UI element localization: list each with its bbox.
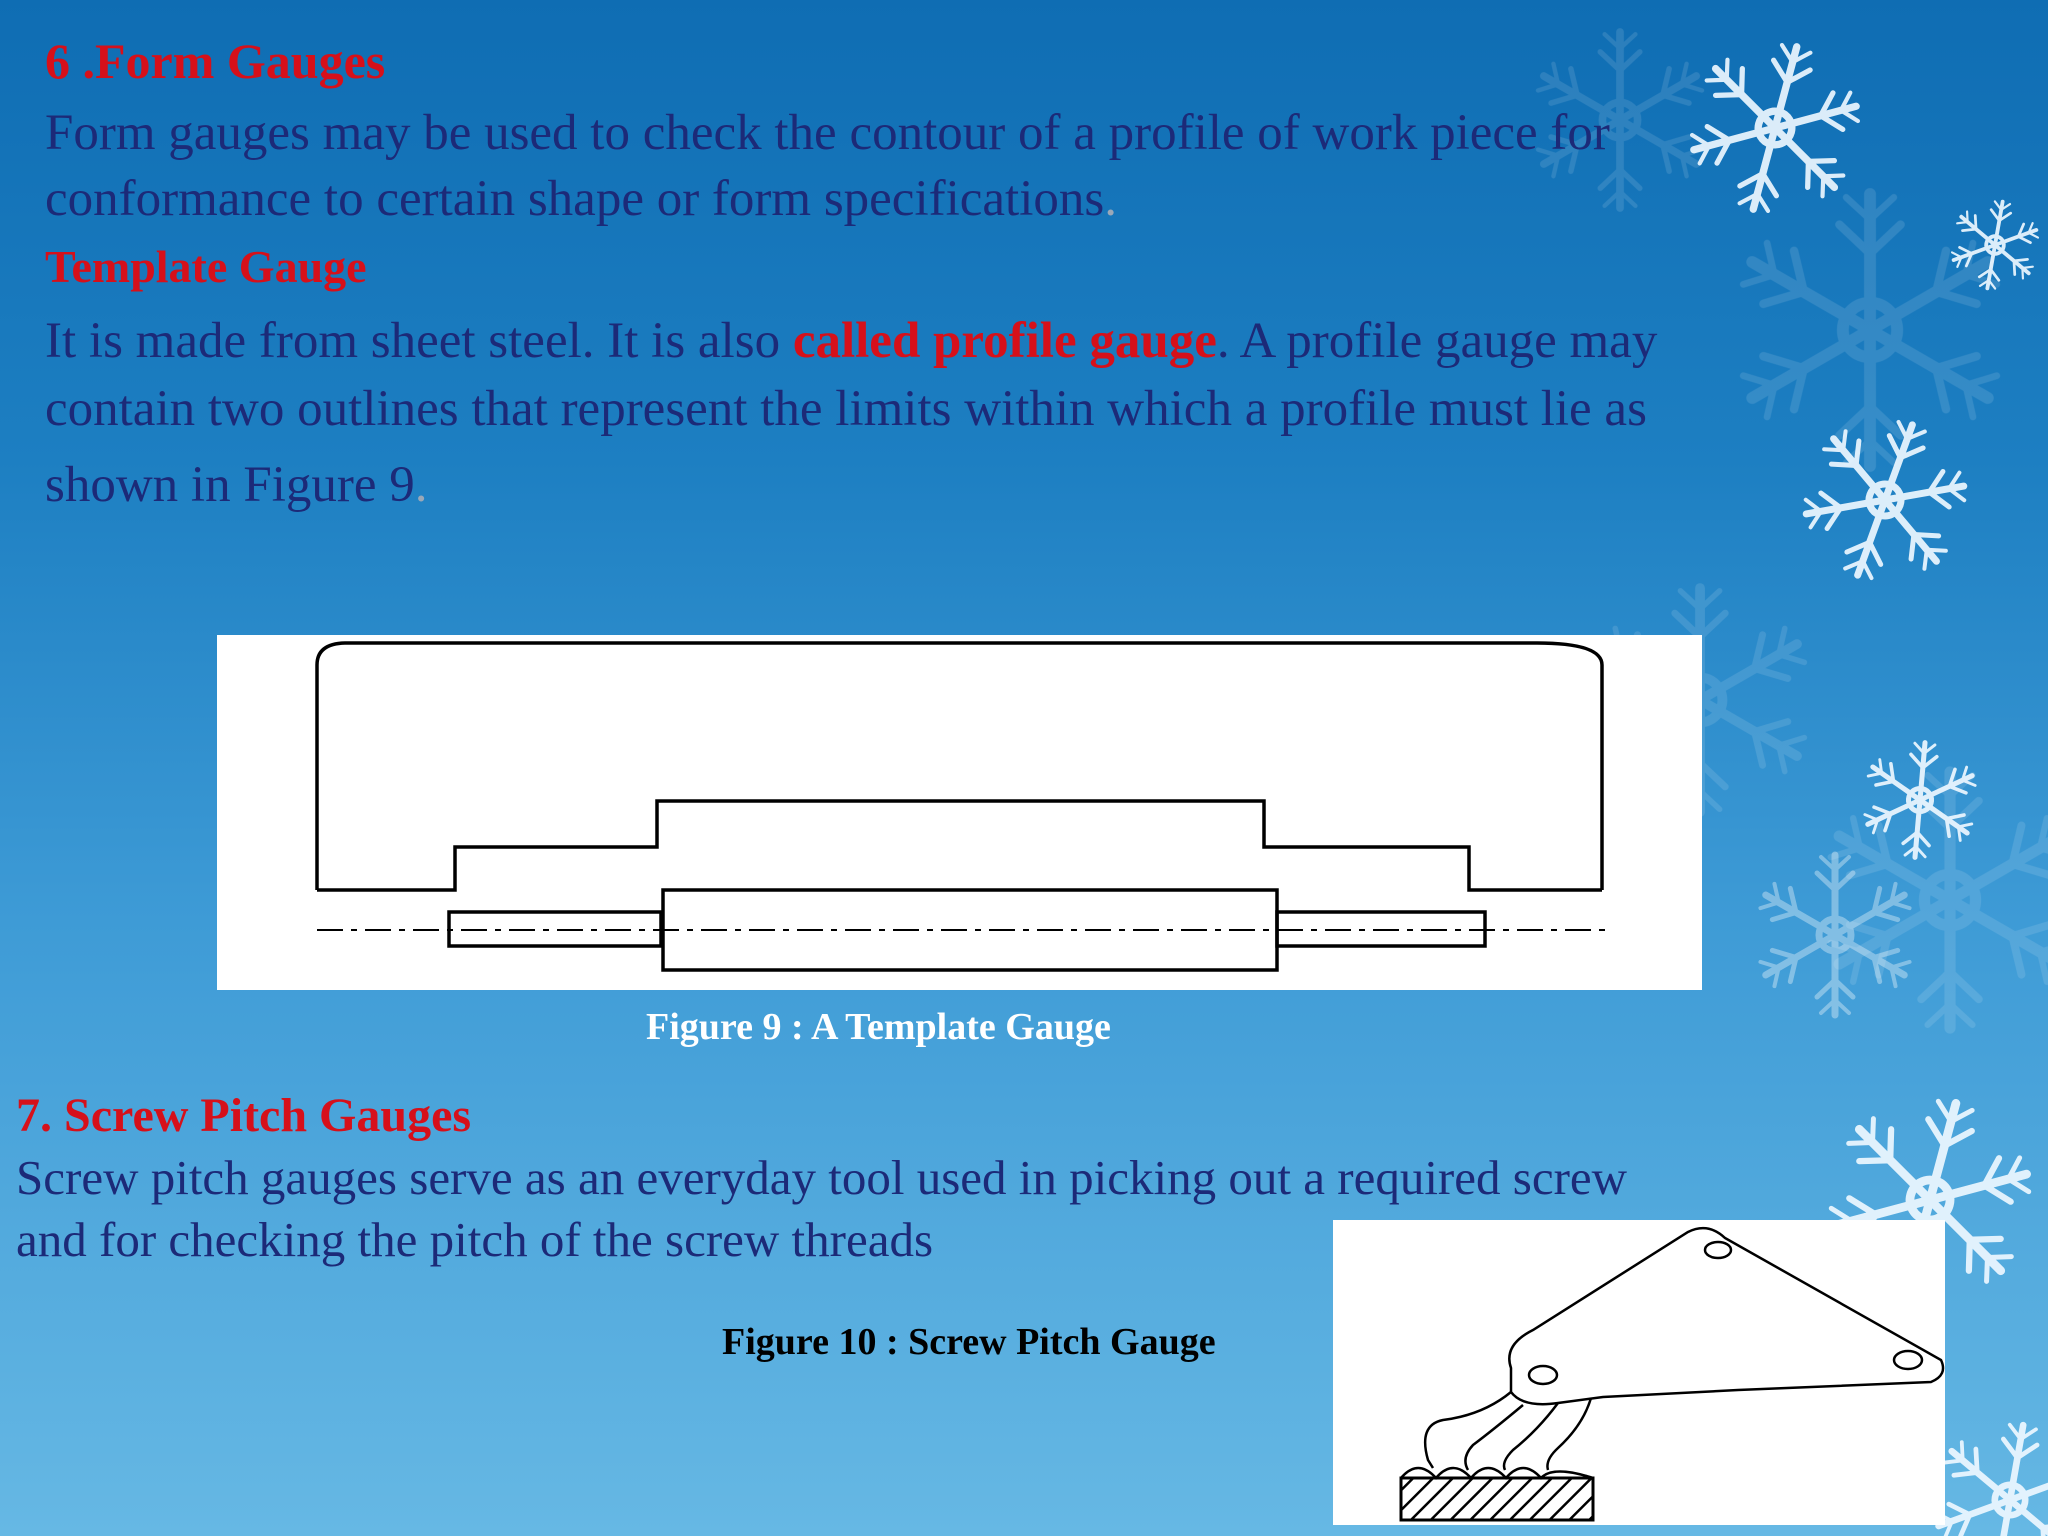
template-line-3-text: shown in Figure 9 [45, 457, 415, 513]
snowflake-icon [1784, 398, 1986, 602]
pivot-hole-right [1894, 1351, 1922, 1369]
leaf-arm-2 [1465, 1405, 1523, 1470]
snowflake-icon [1737, 194, 2003, 466]
pivot-hole-left [1529, 1366, 1557, 1384]
template-paragraph-line-3 [45, 452, 428, 518]
figure-10-caption: Figure 10 : Screw Pitch Gauge [722, 1321, 1216, 1363]
template-highlight: called profile gauge [792, 313, 1217, 369]
section-6-line-1: Form gauges may be used to check the contour of a profile of work piece for [45, 105, 1610, 161]
threaded-workpiece [1401, 1478, 1593, 1520]
template-text-end: . A profile gauge may [1216, 313, 1658, 369]
figure-9-template-gauge [217, 635, 1702, 990]
section-7-title: 7. Screw Pitch Gauges [16, 1089, 472, 1142]
template-paragraph-line-2: contain two outlines that represent the limits within which a profile must lie as [45, 381, 1647, 437]
section-6-title: 6 .Form Gauges [45, 33, 386, 89]
section-6-line-2-text: conformance to certain shape or form specifications [45, 171, 1105, 227]
leaf-arm-1 [1425, 1392, 1511, 1468]
snowflake-icon [1859, 738, 1981, 863]
screw-pitch-gauge-drawing [1333, 1220, 1945, 1525]
template-text-start: It is made from sheet steel. It is also [45, 313, 793, 369]
template-outline [317, 643, 1602, 890]
template-gauge-drawing [217, 635, 1702, 990]
template-gauge-title: Template Gauge [45, 241, 367, 292]
section-6-line-2-period: . [1104, 171, 1117, 227]
pivot-hole-top [1705, 1242, 1731, 1258]
section-7-line-1: Screw pitch gauges serve as an everyday tool used in picking out a required screw [16, 1150, 1628, 1205]
section-7-line-2: and for checking the pitch of the screw threads [16, 1212, 934, 1267]
figure-9-caption: Figure 9 : A Template Gauge [646, 1006, 1111, 1048]
template-profile-edge [317, 801, 1602, 890]
figure-10-screw-pitch-gauge [1333, 1220, 1945, 1525]
gauge-body [1509, 1228, 1943, 1404]
template-line-3-period: . [414, 457, 428, 513]
template-paragraph-line-1 [45, 308, 1657, 374]
section-6-line-2 [45, 166, 1117, 232]
